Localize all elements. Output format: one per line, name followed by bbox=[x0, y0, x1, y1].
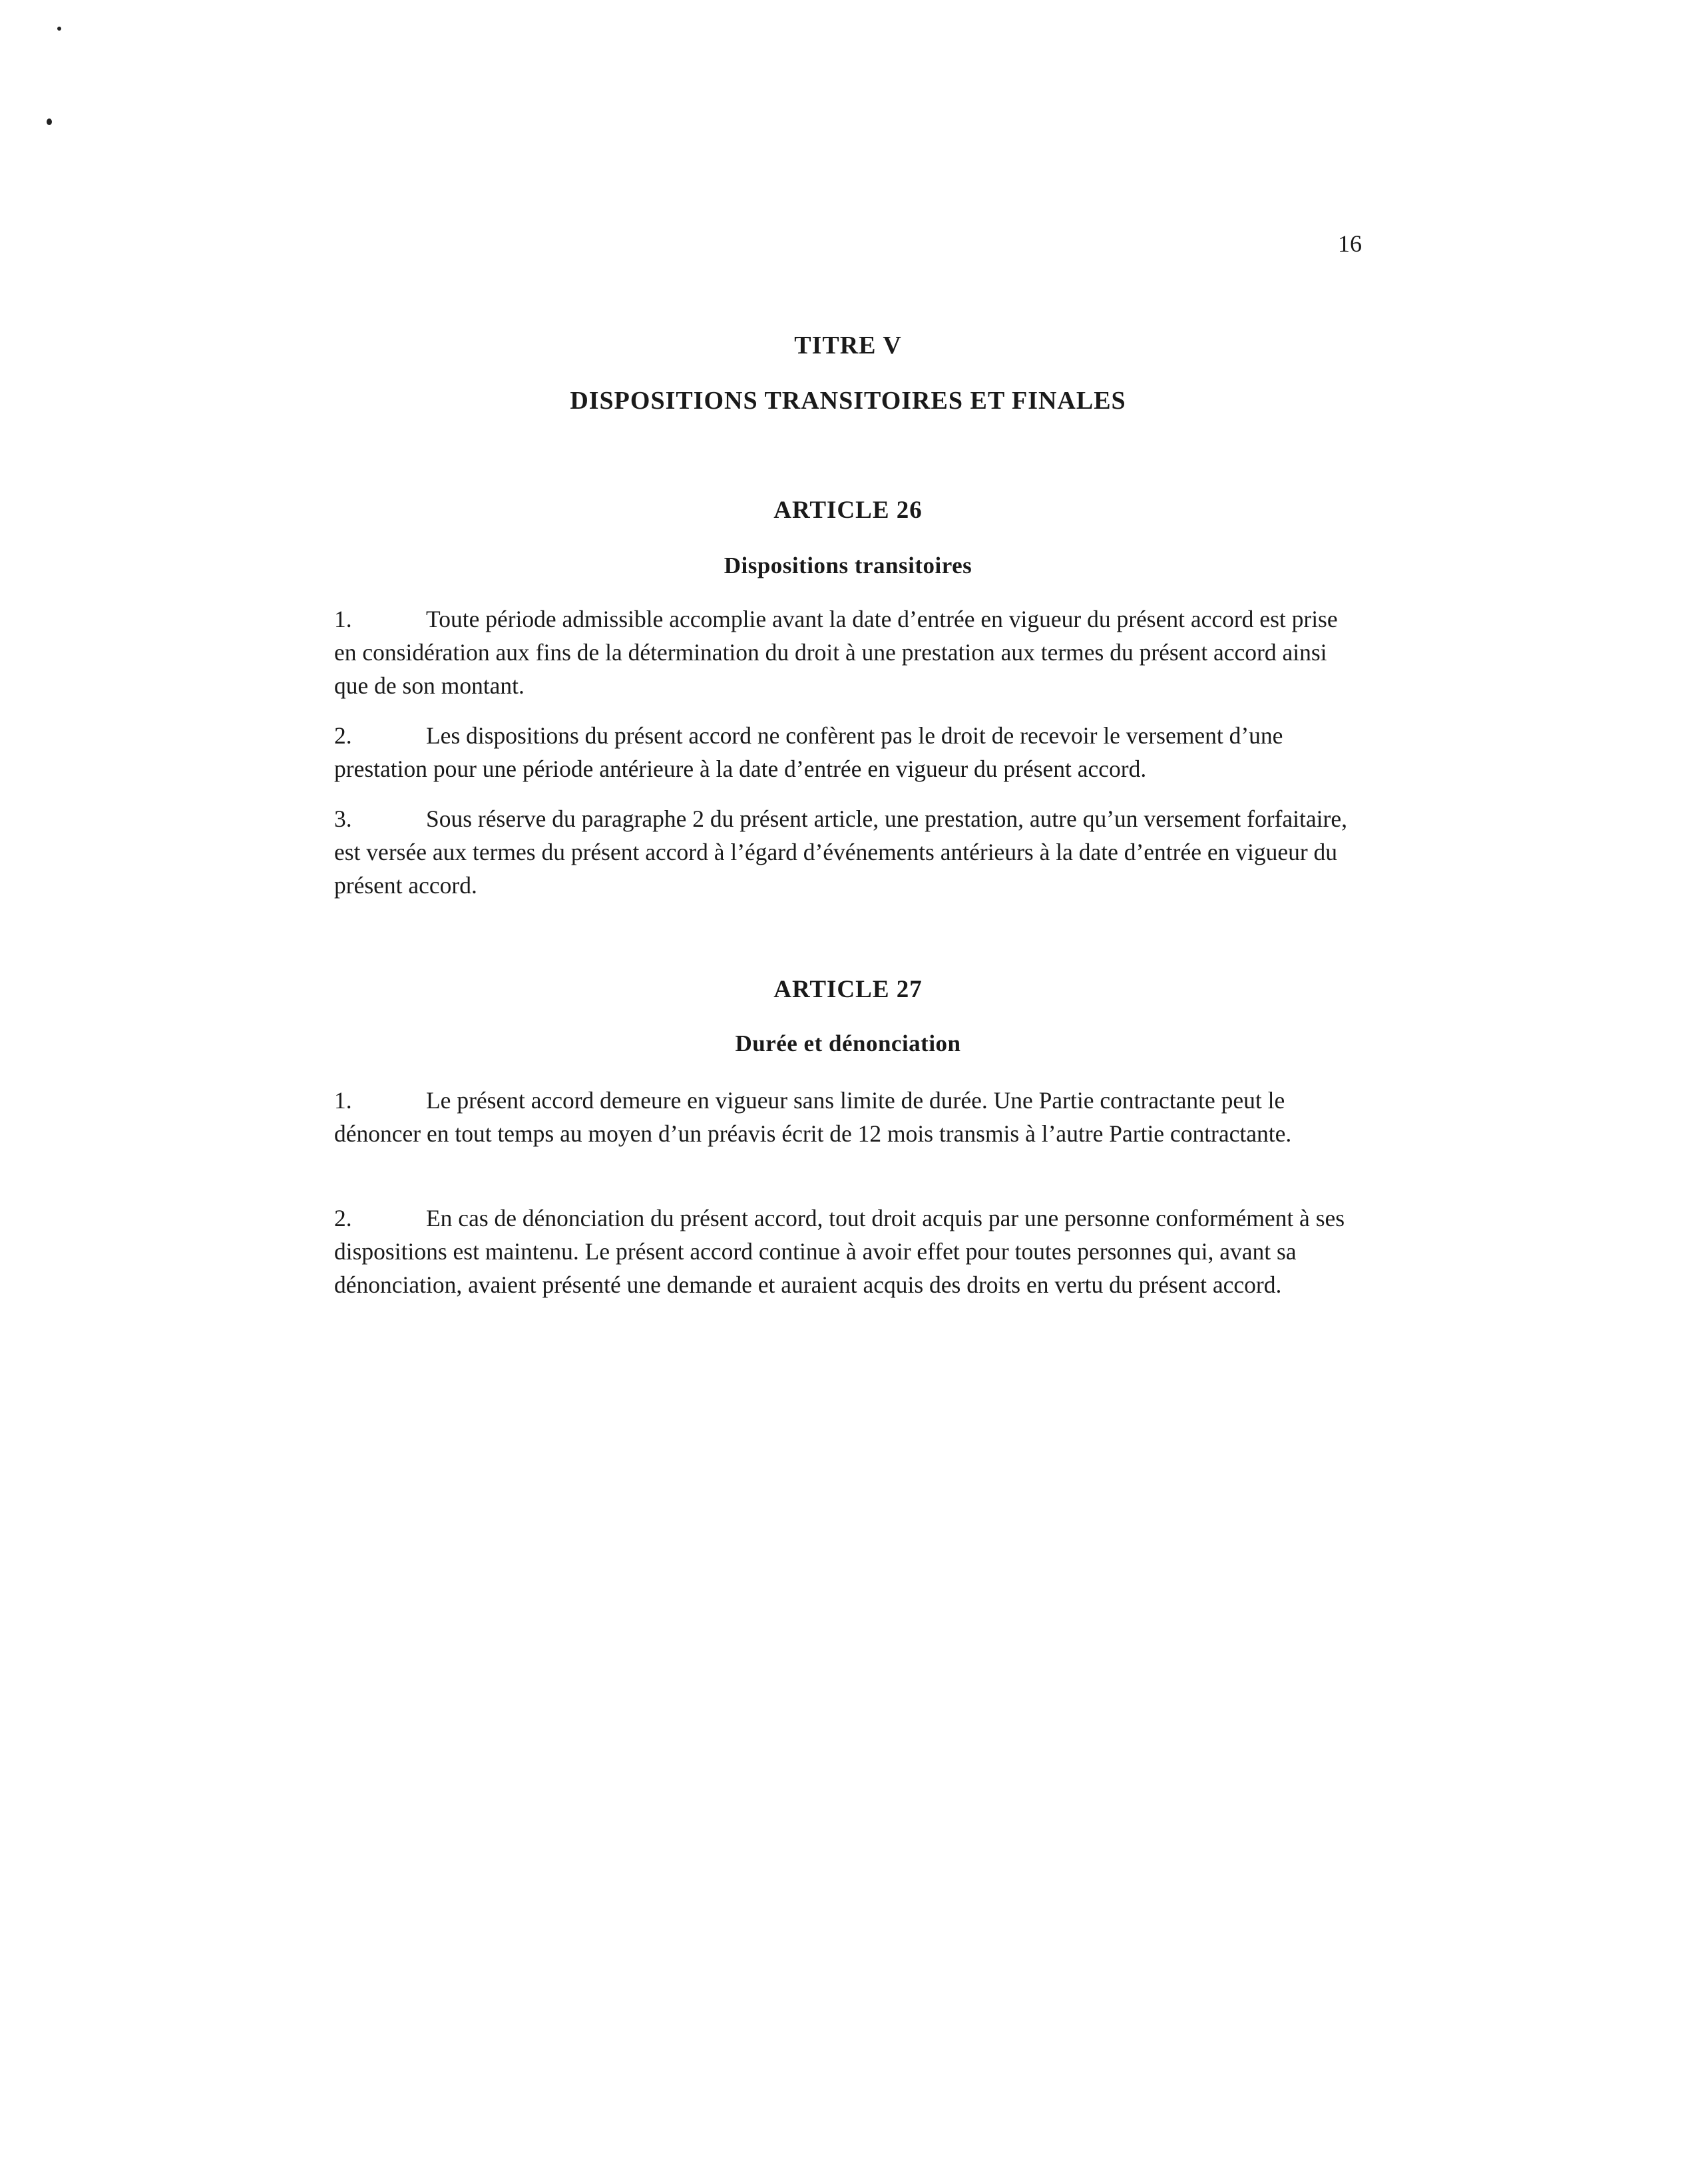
paragraph-number: 2. bbox=[334, 1205, 352, 1231]
article-27-paragraph-2 bbox=[334, 1201, 1353, 1301]
article-26-paragraph-2 bbox=[334, 719, 1353, 785]
article-27-subtitle: Durée et dénonciation bbox=[735, 1030, 961, 1056]
article-27-heading: ARTICLE 27 bbox=[773, 976, 923, 1003]
scan-speck bbox=[47, 118, 52, 125]
paragraph-number: 3. bbox=[334, 805, 352, 832]
titre-subtitle: DISPOSITIONS TRANSITOIRES ET FINALES bbox=[570, 387, 1126, 415]
titre-heading: TITRE V bbox=[794, 331, 902, 359]
paragraph-number: 1. bbox=[334, 1087, 352, 1114]
article-26-heading: ARTICLE 26 bbox=[773, 497, 923, 524]
paragraph-text: Toute période admissible accomplie avant la date d’entrée en vigueur du présent accord est prise en considération aux fins de la détermination du droit à une prestation aux termes du présent accord ainsi que de son montant. bbox=[334, 606, 1338, 699]
paragraph-text: En cas de dénonciation du présent accord, tout droit acquis par une personne conformément à ses dispositions est maintenu. Le présent accord continue à avoir effet pour toutes personnes qui, avant sa dénonciation, avaient présenté une demande et auraient acquis des droits en vertu du présent accord. bbox=[334, 1205, 1345, 1298]
article-27-paragraph-1 bbox=[334, 1084, 1353, 1150]
paragraph-text: Le présent accord demeure en vigueur sans limite de durée. Une Partie contractante peut le dénoncer en tout temps au moyen d’un préavis écrit de 12 mois transmis à l’autre Partie contractante. bbox=[334, 1087, 1292, 1147]
paragraph-number: 2. bbox=[334, 722, 352, 749]
paragraph-number: 1. bbox=[334, 606, 352, 632]
article-26-subtitle: Dispositions transitoires bbox=[724, 552, 972, 578]
page-number: 16 bbox=[1338, 230, 1362, 257]
article-26-paragraph-3 bbox=[334, 802, 1353, 902]
article-26-paragraph-1 bbox=[334, 602, 1353, 702]
paragraph-text: Sous réserve du paragraphe 2 du présent article, une prestation, autre qu’un versement forfaitaire, est versée aux termes du présent accord à l’égard d’événements antérieurs à la date d’entrée en vigueur du présent accord. bbox=[334, 805, 1347, 899]
paragraph-text: Les dispositions du présent accord ne confèrent pas le droit de recevoir le versement d’une prestation pour une période antérieure à la date d’entrée en vigueur du présent accord. bbox=[334, 722, 1283, 782]
scan-speck bbox=[57, 27, 61, 31]
